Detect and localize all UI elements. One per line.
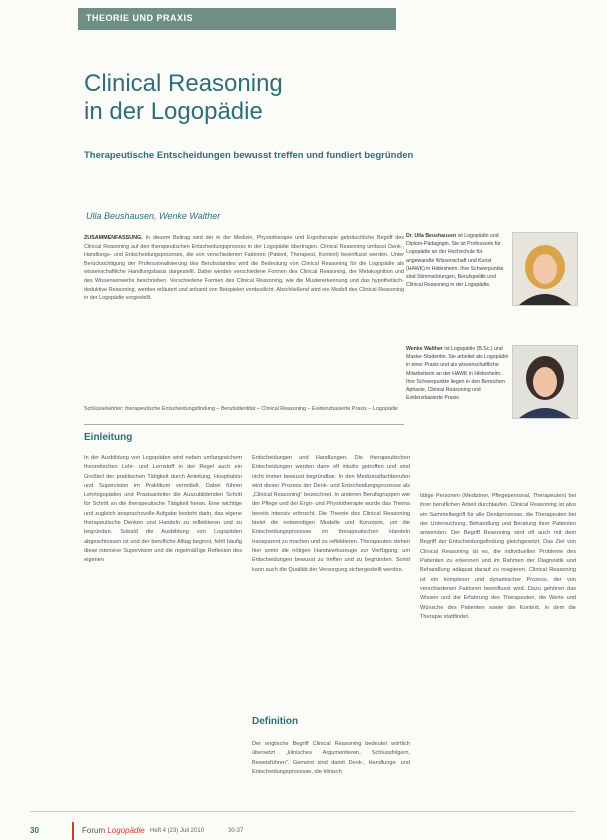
page-number: 30 bbox=[30, 826, 39, 835]
journal-logo-text: Logopädie bbox=[107, 826, 145, 835]
title-line-2: in der Logopädie bbox=[84, 98, 263, 125]
author-photo-1 bbox=[512, 232, 578, 306]
heading-einleitung: Einleitung bbox=[84, 432, 133, 443]
page-range: 30-37 bbox=[228, 828, 244, 834]
author-bio-1 bbox=[406, 232, 510, 289]
footer-separator bbox=[72, 822, 74, 840]
abstract-divider bbox=[84, 424, 404, 425]
heading-definition: Definition bbox=[252, 716, 299, 727]
author-photo-2 bbox=[512, 345, 578, 419]
bio-name: Wenke Walther bbox=[406, 346, 443, 352]
abstract bbox=[84, 234, 404, 303]
issue-info: Heft 4 (23) Juli 2010 bbox=[150, 828, 205, 834]
bio-text: ist Logopädin (B.Sc.) und Master-Studentin. Sie arbeitet als Logopädin in einer Praxis und als wissenschaftliche Mitarbeiterin an der HAWK in Hildesheim. Ihre Schwerpunkte liegen in den Bereichen Aphasie, Clinical Reasoning und Evidenzbasierte Praxis. bbox=[406, 346, 509, 402]
footer-divider bbox=[30, 811, 575, 812]
author-bio-2 bbox=[406, 345, 510, 402]
column-3-text: tätige Personen (Mediziner, Pflegepersonal, Therapeuten) bei ihrer beruflichen Arbeit durchlaufen. Clinical Reasoning ist also ein Sammelbegriff für alle Denkprozesse, die Therapeuten bei der Untersuchung, Behandlung und Beratung ihrer Patienten anwenden. Der Begriff Reasoning wird oft auch mit dem Begriff der Entscheidungsfindung gleichgesetzt. Das Ziel von Clinical Reasoning ist es, die individuellen Probleme des Patienten zu erkennen und im Rahmen der Diagnostik und Behandlung adäquat darauf zu reagieren. Clinical Reasoning ist ein komplexer und dynamischer Prozess, der von verschiedenen Faktoren beeinflusst wird. Dazu gehören das Wissen und die Erfahrung des Therapeuten, die Werte und Wünsche des Patienten sowie der Kontext, in dem die Therapie stattfindet. bbox=[420, 493, 576, 620]
keywords: Schlüsselwörter: therapeutische Entscheidungsfindung – Berufsidentität – Clinical Reasoning – Evidenzbasierte Praxis – Logopädie bbox=[84, 406, 399, 412]
column-2-text-a: Entscheidungen und Handlungen. Die therapeutischen Entscheidungen werden dann oft intuitiv getroffen und sind nicht immer bewusst begründbar. In den Medizinalfachberufen wird dieser Prozess der Denk- und Entscheidungsprozesse als „Clinical Reasoning“ bezeichnet. In anderen Berufsgruppen wie der Pflege und der Ergo- und Physiotherapie wurde das Thema bereits intensiv erforscht. Die Theorie des Clinical Reasoning bietet die notwendigen Modelle und Konzepte, um die Entscheidungsprozesse im therapeutischen Handeln transparent zu machen und zu reflektieren. Therapeuten stehen hier somit die nötigen Handwerkszeuge zur Verfügung, um Entscheidungen bewusst zu treffen und zu begründen. Somit kann auch die Qualität der Versorgung sichergestellt werden. bbox=[252, 455, 410, 573]
section-label: THEORIE UND PRAXIS bbox=[86, 13, 194, 23]
column-2-text-b: Der englische Begriff Clinical Reasoning bedeutet wörtlich übersetzt „klinisches Argumentieren, Schlussfolgern, Beweisführen“. Gemeint sind damit Denk-, Handlungs- und Entscheidungsprozesse, die klinisch bbox=[252, 741, 410, 775]
article-subtitle: Therapeutische Entscheidungen bewusst treffen und fundiert begründen bbox=[84, 150, 414, 161]
article-authors: Ulla Beushausen, Wenke Walther bbox=[86, 211, 221, 221]
section-header-bar bbox=[78, 8, 396, 30]
article-title bbox=[84, 70, 344, 126]
abstract-text: In diesem Beitrag wird der in der Medizin, Physiotherapie und Ergotherapie gebräuchliche Begriff des Clinical Reasoning auf den therapeutischen Entscheidungsprozess in der Logopädie übertragen. Clinical Reasoning umfasst Denk-, Handlungs- und Entscheidungsprozesse, die von verschiedenen Faktoren (Patient, Therapeut, Kontext) beeinflusst werden. Unter Berücksichtigung der Professionalisierung des Berufsstandes wird die Bedeutung von Clinical Reasoning für die Logopädie als wissenschaftliche Handlungsbasis dargestellt. Dabei werden verschiedene Formen des Clinical Reasoning, der Metakognition und des Wissenserwerbs beschrieben. Verschiedene Formen des Clinical Reasoning, wie die Mustererkennung und das hypothetisch-deduktive Reasoning, werden erläutert und anhand von Beispielen verdeutlicht. Abschließend wird ein Modell des Clinical Reasoning in der Logopädie vorgestellt. bbox=[84, 235, 404, 302]
bio-name: Dr. Ulla Beushausen bbox=[406, 233, 457, 239]
title-line-1: Clinical Reasoning bbox=[84, 70, 283, 97]
journal-prefix: Forum bbox=[82, 826, 108, 835]
bio-text: ist Logopädin und Diplom-Pädagogin. Sie ist Professorin für Logopädie an der Hochschule für angewandte Wissenschaft und Kunst (HAWK) in Hildesheim. Ihre Schwerpunkte sind Stimmstörungen, Berufspolitik und Clinical Reasoning in der Logopädie. bbox=[406, 233, 504, 289]
column-1-text: In der Ausbildung von Logopäden wird neben umfangreichem theoretischen Lehr- und Lernstoff in der Regel auch ein Großteil der praktischen Tätigkeit durch Anleitung, Hospitation und Supervision im Praktikum vermittelt. Dabei führen Lehrlogopäden und Praxisanleiter die Auszubildenden Schritt für Schritt an die therapeutische Tätigkeit heran. Eine wichtige und zugleich anspruchsvolle Aufgabe besteht darin, das eigene therapeutische Denken und Handeln zu reflektieren und zu begründen. Sobald die Ausbildung von Logopäden abgeschlossen ist und der berufliche Alltag beginnt, fehlt häufig diese intensive Supervision und die regelmäßige Reflexion des eigenen bbox=[84, 455, 242, 564]
journal-name bbox=[82, 826, 145, 835]
abstract-label: ZUSAMMENFASSUNG. bbox=[84, 235, 143, 241]
